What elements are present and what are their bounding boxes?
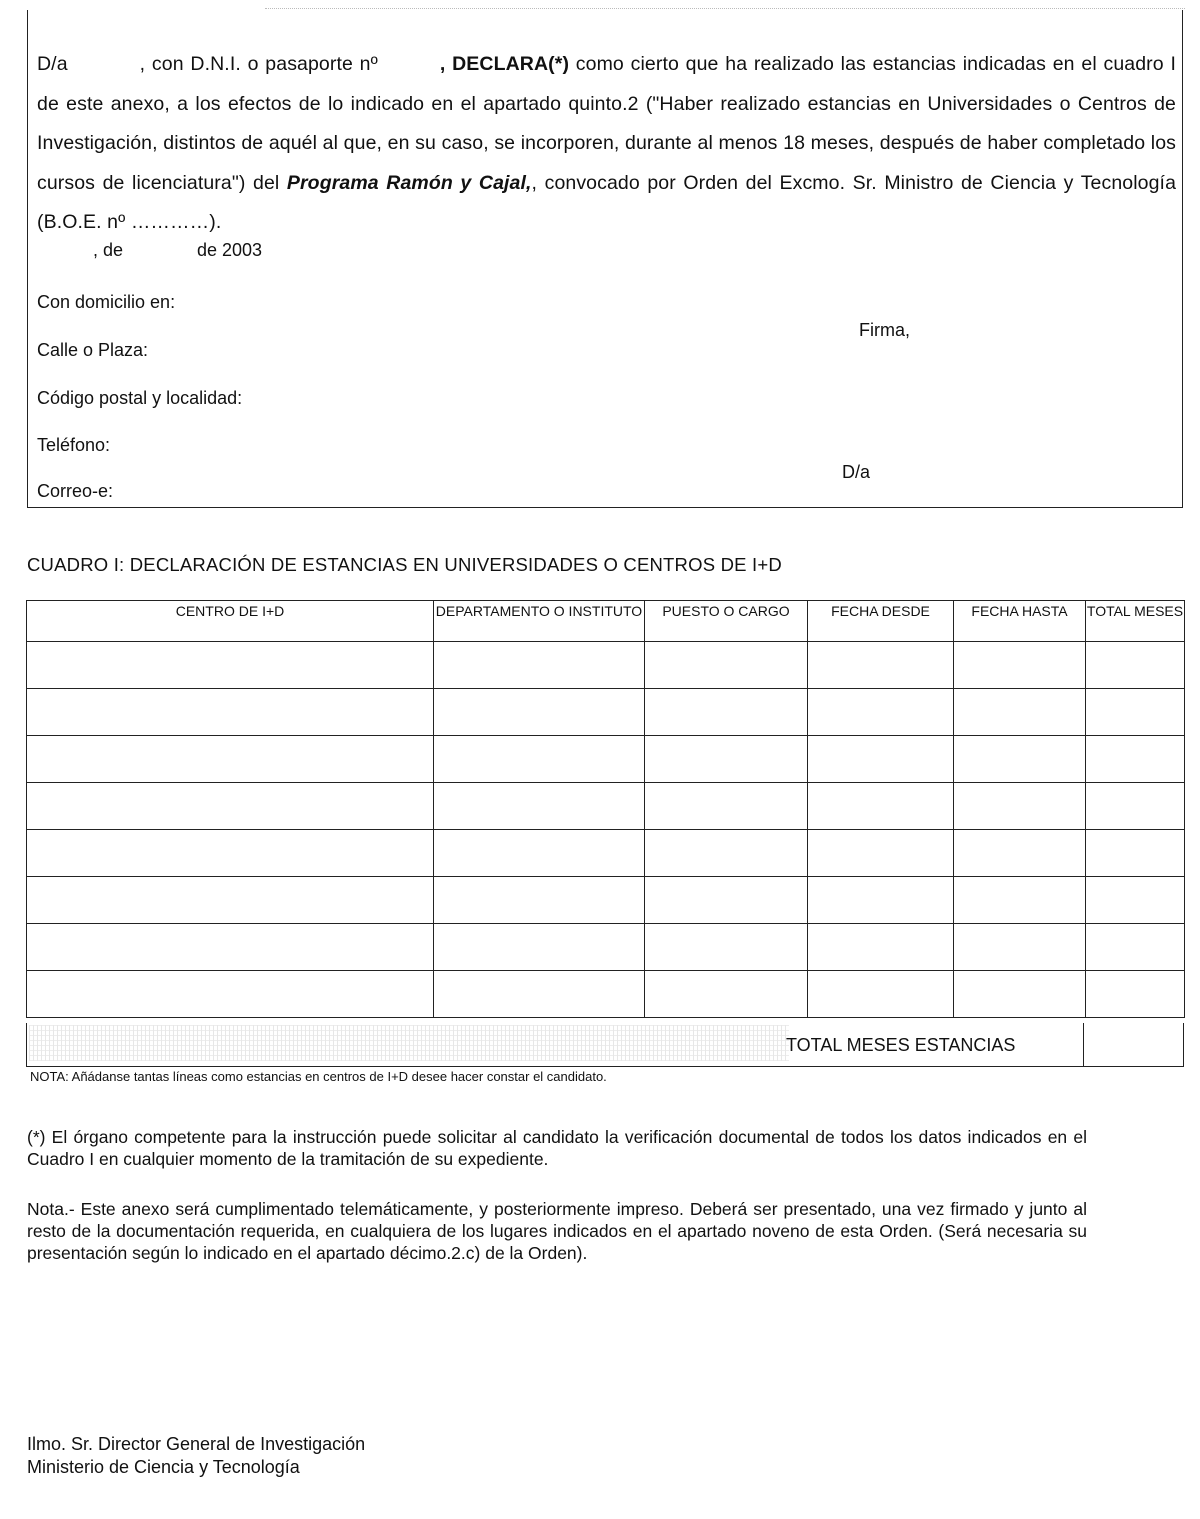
- addressee-line-1: Ilmo. Sr. Director General de Investigación: [27, 1434, 366, 1454]
- table-row: [27, 924, 1185, 971]
- date-de-2003: de 2003: [197, 240, 263, 260]
- table-cell[interactable]: [808, 783, 954, 830]
- table-cell[interactable]: [434, 642, 645, 689]
- table-cell[interactable]: [808, 877, 954, 924]
- table-cell[interactable]: [645, 736, 808, 783]
- table-cell[interactable]: [808, 736, 954, 783]
- table-cell[interactable]: [808, 971, 954, 1018]
- estancias-table: [26, 600, 1185, 1018]
- dni-text: , con D.N.I. o pasaporte nº: [139, 53, 378, 75]
- domicilio-label: Con domicilio en:: [37, 292, 176, 312]
- table-cell[interactable]: [434, 830, 645, 877]
- total-row: [26, 1023, 1184, 1067]
- declaration-body-2: , convocado por Orden del Excmo. Sr. Ministro de Ciencia y Tecnología (B.O.E. nº …………).: [37, 171, 1177, 233]
- declaration-body-1: como cierto que ha realizado las estancias indicadas en el cuadro I de este anexo, a los efectos de lo indicado en el apartado quinto.2 ("Haber realizado estancias en Universidades o Centros de Investigación, distintos de aquél al que, en su caso, se incorporen, durante al menos 18 meses, después de haber completado los cursos de licenciatura") del: [37, 53, 1176, 194]
- table-cell[interactable]: [27, 830, 434, 877]
- table-cell[interactable]: [645, 642, 808, 689]
- table-row: [27, 642, 1185, 689]
- table-cell[interactable]: [954, 924, 1086, 971]
- calle-label: Calle o Plaza:: [37, 340, 149, 360]
- header-total-meses: TOTAL MESES: [1086, 601, 1185, 642]
- header-fecha-hasta: FECHA HASTA: [954, 601, 1086, 642]
- codigo-postal-label: Código postal y localidad:: [37, 388, 243, 408]
- table-note: NOTA: Añádanse tantas líneas como estancias en centros de I+D desee hacer constar el candidato.: [30, 1069, 607, 1084]
- table-cell[interactable]: [27, 877, 434, 924]
- header-fecha-desde: FECHA DESDE: [808, 601, 954, 642]
- header-puesto: PUESTO O CARGO: [645, 601, 808, 642]
- table-cell[interactable]: [1086, 924, 1185, 971]
- table-cell[interactable]: [27, 736, 434, 783]
- table-cell[interactable]: [808, 830, 954, 877]
- table-cell[interactable]: [808, 689, 954, 736]
- table-cell[interactable]: [1086, 971, 1185, 1018]
- header-centro: CENTRO DE I+D: [27, 601, 434, 642]
- scan-noise: [29, 1025, 789, 1061]
- total-meses-label: TOTAL MESES ESTANCIAS: [786, 1035, 1016, 1055]
- table-cell[interactable]: [954, 689, 1086, 736]
- table-row: [27, 689, 1185, 736]
- table-cell[interactable]: [27, 924, 434, 971]
- table-cell[interactable]: [434, 971, 645, 1018]
- table-cell[interactable]: [954, 783, 1086, 830]
- table-cell[interactable]: [1086, 877, 1185, 924]
- table-cell[interactable]: [434, 783, 645, 830]
- top-dotted-rule: [265, 8, 1185, 9]
- table-row: [27, 877, 1185, 924]
- table-cell[interactable]: [27, 971, 434, 1018]
- da-label: D/a: [37, 53, 68, 75]
- table-cell[interactable]: [27, 689, 434, 736]
- header-departamento: DEPARTAMENTO O INSTITUTO: [434, 601, 645, 642]
- table-row: [27, 971, 1185, 1018]
- table-cell[interactable]: [954, 971, 1086, 1018]
- table-cell[interactable]: [645, 830, 808, 877]
- correo-label: Correo-e:: [37, 481, 114, 501]
- table-cell[interactable]: [954, 642, 1086, 689]
- programa-name: Programa Ramón y Cajal,: [286, 171, 532, 194]
- table-cell[interactable]: [645, 924, 808, 971]
- table-row: [27, 783, 1185, 830]
- declaration-paragraph: [37, 45, 1176, 243]
- table-cell[interactable]: [1086, 783, 1185, 830]
- asterisk-note: (*) El órgano competente para la instrucción puede solicitar al candidato la verificación documental de todos los datos indicados en el Cuadro I en cualquier momento de la tramitación de su expediente.: [27, 1127, 1087, 1169]
- addressee-line-2: Ministerio de Ciencia y Tecnología: [27, 1457, 300, 1477]
- table-header-row: [27, 601, 1185, 642]
- table-cell[interactable]: [1086, 830, 1185, 877]
- table-cell[interactable]: [954, 736, 1086, 783]
- nota-paragraph: Nota.- Este anexo será cumplimentado telemáticamente, y posteriormente impreso. Deberá ser presentado, una vez firmado y junto al resto de la documentación requerida, en cualquiera de los lugares indicados en el apartado noveno de esta Orden. (Será necesaria su presentación según lo indicado en el apartado décimo.2.c) de la Orden).: [27, 1199, 1087, 1263]
- table-cell[interactable]: [27, 783, 434, 830]
- total-meses-cell[interactable]: [1083, 1023, 1085, 1066]
- signature-da-label: D/a: [842, 462, 871, 482]
- table-cell[interactable]: [808, 924, 954, 971]
- table-cell[interactable]: [434, 689, 645, 736]
- table-cell[interactable]: [1086, 642, 1185, 689]
- table-cell[interactable]: [645, 877, 808, 924]
- declara-text: , DECLARA(*): [439, 53, 570, 75]
- table-cell[interactable]: [954, 830, 1086, 877]
- table-cell[interactable]: [434, 877, 645, 924]
- table-cell[interactable]: [645, 783, 808, 830]
- table-cell[interactable]: [645, 971, 808, 1018]
- table-cell[interactable]: [645, 689, 808, 736]
- firma-label: Firma,: [859, 320, 910, 340]
- date-de-1: , de: [93, 240, 124, 260]
- table-cell[interactable]: [808, 642, 954, 689]
- table-cell[interactable]: [1086, 689, 1185, 736]
- addressee-block: [27, 1433, 365, 1479]
- table-cell[interactable]: [434, 924, 645, 971]
- telefono-label: Teléfono:: [37, 435, 111, 455]
- table-row: [27, 736, 1185, 783]
- table-row: [27, 830, 1185, 877]
- table-cell[interactable]: [27, 642, 434, 689]
- table-cell[interactable]: [434, 736, 645, 783]
- table-cell[interactable]: [1086, 736, 1185, 783]
- cuadro-title: CUADRO I: DECLARACIÓN DE ESTANCIAS EN UNIVERSIDADES O CENTROS DE I+D: [27, 554, 782, 575]
- table-cell[interactable]: [954, 877, 1086, 924]
